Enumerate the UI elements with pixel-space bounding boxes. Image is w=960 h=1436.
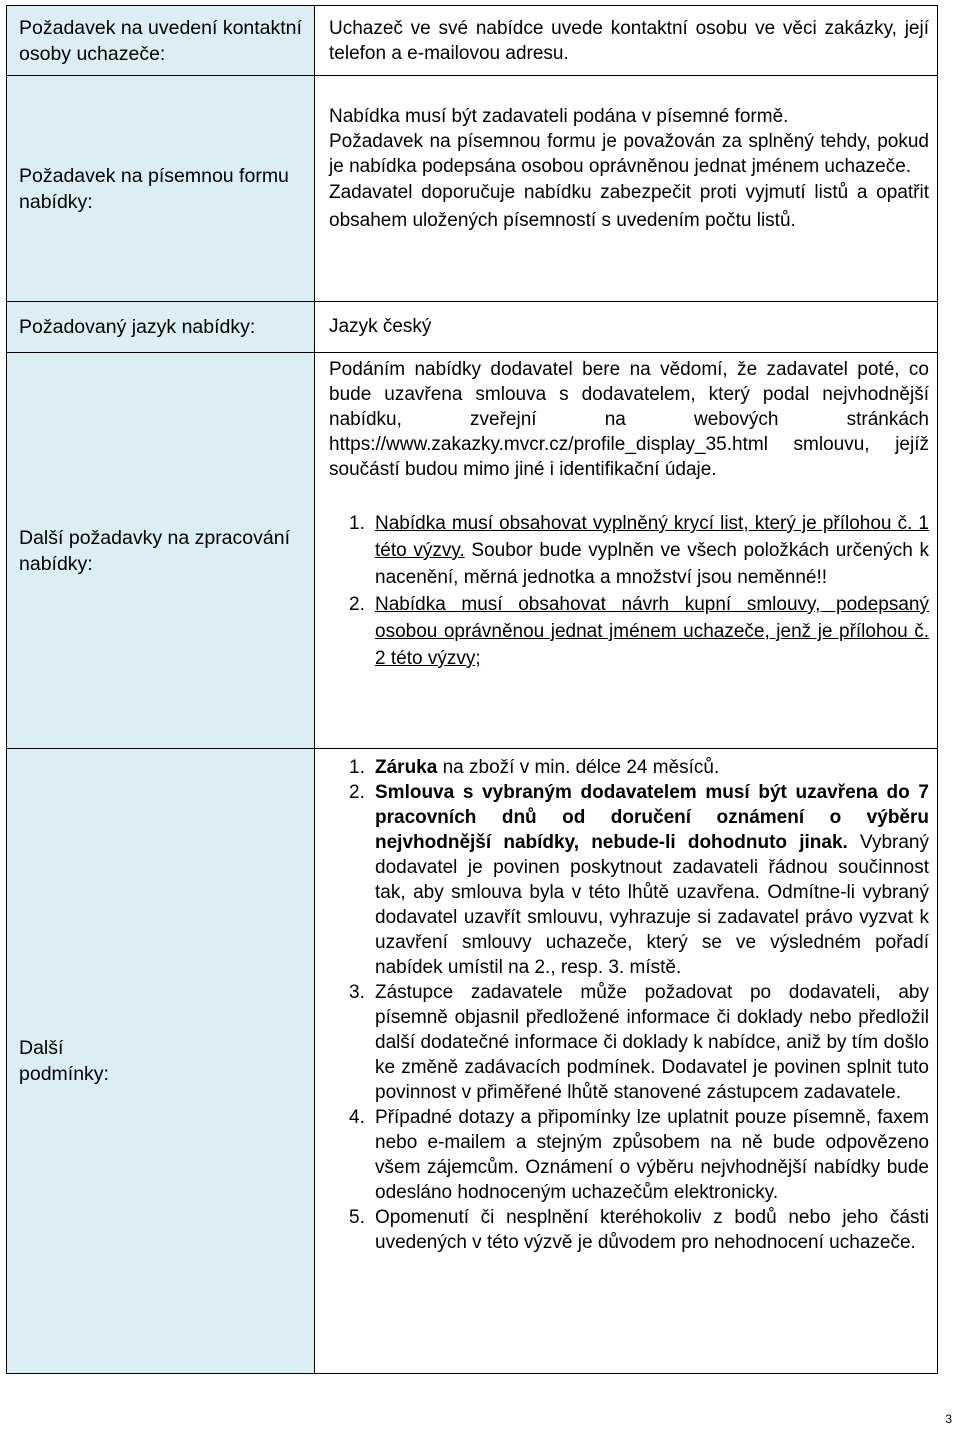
row-contact-person: [6, 5, 938, 76]
list-number: 3.: [349, 982, 365, 1003]
label-text: Požadavek na uvedení kontaktní osoby uchazeče:: [19, 16, 302, 65]
plain-text: Soubor bude vyplněn ve všech položkách určených k nacenění, měrná jednotka a množství jsou neměnné!!: [375, 540, 929, 588]
written-form-p1: Nabídka musí být zadavateli podána v písemné formě.: [329, 106, 789, 127]
label-written-form: [7, 76, 315, 301]
label-contact-person: [7, 6, 315, 75]
list-text: [375, 1105, 929, 1205]
list-text: [375, 591, 929, 672]
list-text: [375, 755, 929, 780]
list-item: [329, 591, 929, 672]
list-item: [329, 1205, 929, 1255]
emphasis-text: který je přílohou č. 1 této výzvy.: [375, 513, 929, 561]
value-written-form: [315, 76, 937, 301]
plain-text: Zástupce zadavatele může požadovat po dodavateli, aby písemně objasnil předložené informace či doklady nebo předložil další dodatečné informace či doklady k nabídce, aniž by tím došlo ke změně zadávacích podmínek. Dodavatel je povinen splnit tuto povinnost v přiměřené lhůtě stanovené zástupcem zadavatele.: [375, 982, 929, 1103]
emphasis-text: Nabídka musí obsahovat vyplněný krycí list: [375, 513, 744, 534]
list-text: [375, 510, 929, 591]
label-part: podmínky:: [19, 1063, 109, 1085]
label-text: Další požadavky na zpracování nabídky:: [19, 526, 290, 575]
value-language: [315, 302, 937, 352]
value-text: Jazyk český: [329, 316, 432, 337]
list-item: [329, 1105, 929, 1205]
conditions-table: [6, 5, 938, 1374]
list-text: [375, 780, 929, 980]
plain-text: Případné dotazy a připomínky lze uplatnit pouze písemně, faxem nebo e-mailem a stejným způsobem na ně bude odpovězeno všem zájemcům. Oznámení o výběru nejvhodnější nabídky bude odesláno hodnoceným uchazečům elektronicky.: [375, 1107, 929, 1203]
row-written-form: [6, 76, 938, 302]
list-number: 2.: [349, 782, 365, 803]
plain-text: na zboží v min. délce 24 měsíců.: [437, 757, 720, 778]
list-number: 2.: [349, 594, 365, 615]
requirements-list: [329, 510, 929, 672]
row-language: [6, 302, 938, 353]
page-number: 3: [945, 1412, 952, 1426]
value-further-conditions: [315, 749, 937, 1373]
list-number: 4.: [349, 1107, 365, 1128]
label-text: Požadovaný jazyk nabídky:: [19, 316, 256, 338]
requirements-intro: Podáním nabídky dodavatel bere na vědomí, že zadavatel poté, co bude uzavřena smlouva s dodavatelem, který podal nejvhodnější nabídku, zveřejní na webových stránkách https://www.zakazky.mvcr.cz/profile_display_35.html smlouvu, jejíž součástí budou mimo jiné i identifikační údaje.: [329, 359, 929, 480]
list-item: [329, 755, 929, 780]
list-text: [375, 980, 929, 1105]
written-form-p3: Zadavatel doporučuje nabídku zabezpečit proti vyjmutí listů a opatřit obsahem uložených písemností s uvedením počtu listů.: [329, 182, 929, 231]
row-further-requirements: [6, 353, 938, 749]
plain-text: Opomenutí či nesplnění kteréhokoliv z bodů nebo jeho části uvedených v této výzvě je důvodem pro nehodnocení uchazeče.: [375, 1207, 929, 1253]
emphasis-text: Nabídka musí obsahovat návrh kupní smlouvy, podepsaný osobou oprávněnou jednat jménem uchazeče: [375, 594, 929, 642]
written-form-p2: Požadavek na písemnou formu je považován za splněný tehdy, pokud je nabídka podepsána osobou oprávněnou jednat jménem uchazeče.: [329, 131, 929, 177]
value-further-requirements: [315, 353, 937, 748]
list-item: [329, 780, 929, 980]
label-part: Další: [19, 1037, 64, 1059]
label-further-requirements: [7, 353, 315, 748]
list-item: [329, 980, 929, 1105]
value-contact-person: [315, 6, 937, 75]
list-number: 1.: [349, 513, 365, 534]
conditions-list: [329, 755, 929, 1255]
plain-text: Vybraný dodavatel je povinen poskytnout zadavateli řádnou součinnost tak, aby smlouva byla v této lhůtě uzavřena. Odmítne-li vybraný dodavatel uzavřít smlouvu, vyhrazuje si zadavatel právo vyzvat k uzavření smlouvy uchazeče, který se ve výsledném pořadí nabídek umístil na 2., resp. 3. místě.: [375, 832, 929, 978]
label-language: [7, 302, 315, 352]
emphasis-text: Smlouva s vybraným dodavatelem musí být uzavřena do 7 pracovních dnů od doručení oznámení o výběru nejvhodnější nabídky, nebude-li dohodnuto jinak.: [375, 782, 929, 853]
plain-text: ,: [743, 513, 749, 534]
label-text: Požadavek na písemnou formu nabídky:: [19, 164, 289, 213]
list-number: 1.: [349, 757, 365, 778]
list-item: [329, 510, 929, 591]
list-number: 5.: [349, 1207, 365, 1228]
label-further-conditions: [7, 749, 315, 1373]
value-text: Uchazeč ve své nabídce uvede kontaktní osobu ve věci zakázky, její telefon a e-mailovou adresu.: [329, 18, 929, 64]
row-further-conditions: [6, 749, 938, 1374]
list-text: [375, 1205, 929, 1255]
plain-text: , jenž je přílohou č. 2 této výzvy;: [375, 621, 929, 669]
emphasis-text: Záruka: [375, 757, 438, 778]
label-text: [19, 1035, 109, 1087]
